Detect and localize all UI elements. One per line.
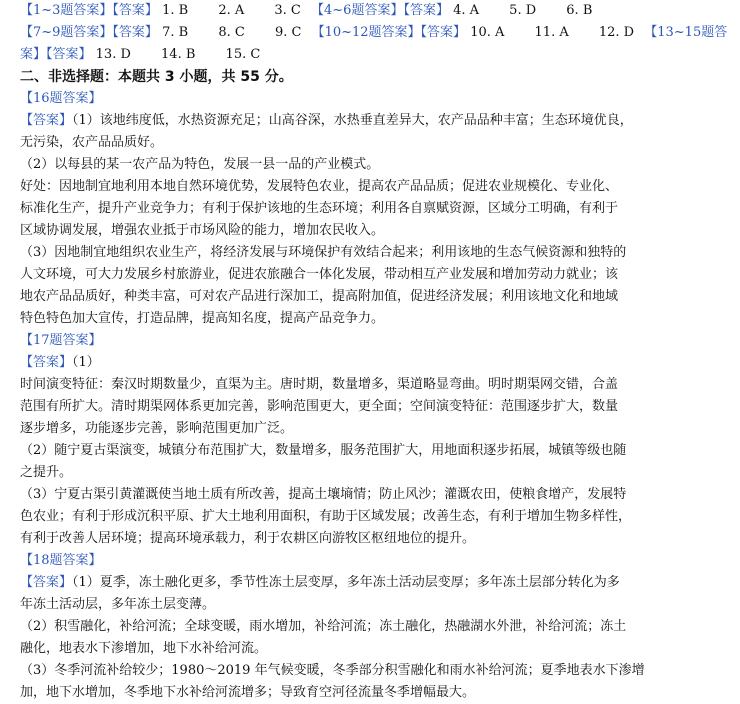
q17-p2-line3: 逐步增多，功能逐步完善，影响范围更加广泛。 <box>20 421 294 436</box>
answer-14: 14. B <box>161 47 196 62</box>
mc-header-10-12: 【10~12题答案】【答案】 <box>311 25 467 40</box>
q16-p1-line2: 无污染，农产品品质好。 <box>20 135 164 150</box>
q18-answer-label: 【答案】 <box>20 575 73 590</box>
answer-7: 7. B <box>162 25 189 40</box>
answer-9: 9. C <box>274 25 302 40</box>
q18-part2 <box>20 616 732 660</box>
answer-1: 1. B <box>162 3 189 18</box>
q18-p3-line2: 加，地下水增加，冬季地下水补给河流增多；导致育空河径流量冬季增幅最大。 <box>20 685 476 700</box>
mc-header-13-15-start: 【13~15题答 <box>644 25 728 40</box>
q18-header: 【18题答案】 <box>20 553 102 568</box>
section-title: 二、非选择题：本题共 3 小题，共 55 分。 <box>20 69 293 85</box>
q16-p1-line1: （1）该地纬度低，水热资源充足；山高谷深，水热垂直差异大，农产品品种丰富；生态环境优良， <box>72 113 633 128</box>
q16-header: 【16题答案】 <box>20 91 102 106</box>
q18-p2-line2: 融化，地表水下渗增加，地下水补给河流。 <box>20 641 268 656</box>
q16-part3 <box>20 242 732 330</box>
answer-13: 13. D <box>95 47 131 62</box>
q18-p1-line2: 年冻土活动层，多年冻土层变薄。 <box>20 597 216 612</box>
answer-6: 6. B <box>566 3 593 18</box>
q16-answer-label: 【答案】 <box>20 113 73 128</box>
answer-2: 2. A <box>218 3 245 18</box>
q16-part1 <box>20 110 732 154</box>
q17-p3-line1: （2）随宁夏古渠演变，城镇分布范围扩大，数量增多，服务范围扩大，用地面积逐步拓展，城镇等级也随 <box>20 443 627 458</box>
answer-12: 12. D <box>598 25 635 40</box>
q16-benefits <box>20 176 732 242</box>
q18-part3 <box>20 660 732 704</box>
answer-10: 10. A <box>470 25 505 40</box>
q17-header: 【17题答案】 <box>20 333 102 348</box>
q16-p4-line1: （3）因地制宜地组织农业生产，将经济发展与环境保护有效结合起来；利用该地的生态气候资源和独特的 <box>20 245 627 260</box>
answer-15: 15. C <box>225 47 261 62</box>
q17-p4-line1: （3）宁夏古渠引黄灌溉使当地土质有所改善，提高土壤墒情；防止风沙；灌溉农田，使粮食增产，发展特 <box>20 487 627 502</box>
mc-row-3 <box>20 44 732 66</box>
q18-p2-line1: （2）积雪融化，补给河流；全球变暖，雨水增加，补给河流；冻土融化，热融湖水外泄，补给河流；冻土 <box>20 619 627 634</box>
q16-p4-line4: 特色特色加大宣传，打造品牌，提高知名度，提高产品竞争力。 <box>20 311 385 326</box>
q18-part1 <box>20 572 732 616</box>
answer-5: 5. D <box>509 3 537 18</box>
answer-3: 3. C <box>274 3 301 18</box>
answer-4: 4. A <box>453 3 480 18</box>
mc-header-7-9: 【7~9题答案】【答案】 <box>20 25 158 40</box>
q16-p4-line2: 人文环境，可大力发展乡村旅游业，促进农旅融合一体化发展，带动相互产业发展和增加劳动力就业；该 <box>20 267 619 282</box>
answer-11: 11. A <box>534 25 569 40</box>
mc-header-1-3: 【1~3题答案】【答案】 <box>20 3 158 18</box>
q17-part2 <box>20 440 732 484</box>
q16-p2-line1: （2）以每县的某一农产品为特色，发展一县一品的产业模式。 <box>20 157 380 172</box>
q16-p3-line2: 标准化生产，提升产业竞争力；有利于保护该地的生态环境；利用各自禀赋资源，区域分工明确，有利于 <box>20 201 619 216</box>
q17-p3-line2: 之提升。 <box>20 465 73 480</box>
mc-row-2 <box>20 22 732 44</box>
q17-evolution <box>20 374 732 440</box>
q16-p3-line3: 区域协调发展，增强农业抵于市场风险的能力，增加农民收入。 <box>20 223 385 238</box>
answer-8: 8. C <box>218 25 245 40</box>
mc-header-13-15-end: 案】【答案】 <box>20 47 92 62</box>
q16-part2 <box>20 154 732 176</box>
q17-part3 <box>20 484 732 550</box>
q17-p2-line1: 时间演变特征：秦汉时期数量少，直渠为主。唐时期，数量增多，渠道略显弯曲。明时期渠网交错，合盖 <box>20 377 619 392</box>
mc-row-1 <box>20 0 732 22</box>
q17-p2-line2: 范围有所扩大。清时期渠网体系更加完善，影响范围更大，更全面；空间演变特征：范围逐步扩大，数量 <box>20 399 619 414</box>
q16-p3-line1: 好处：因地制宜地利用本地自然环境优势，发展特色农业，提高农产品品质；促进农业规模化、专业化、 <box>20 179 619 194</box>
q17-answer-label: 【答案】 <box>20 355 73 370</box>
q16-p4-line3: 地农产品品质好，种类丰富，可对农产品进行深加工，提高附加值，促进经济发展；利用该地文化和地域 <box>20 289 619 304</box>
q17-p4-line3: 有利于改善人居环境；提高环境承载力，利于农耕区向游牧区枢纽地位的提升。 <box>20 531 476 546</box>
q17-p4-line2: 色农业；有利于形成沉积平原、扩大土地利用面积，有助于区域发展；改善生态，有利于增加生物多样性， <box>20 509 632 524</box>
q18-p3-line1: （3）冬季河流补给较少；1980～2019 年气候变暖，冬季部分积雪融化和雨水补给河流；夏季地表水下渗增 <box>20 663 645 678</box>
q18-p1-line1: （1）夏季，冻土融化更多，季节性冻土层变厚，多年冻土活动层变厚；多年冻土层部分转化为多 <box>72 575 620 590</box>
q17-p1-text: （1） <box>72 355 100 370</box>
q17-part1 <box>20 352 732 374</box>
mc-header-4-6: 【4~6题答案】【答案】 <box>311 3 449 18</box>
